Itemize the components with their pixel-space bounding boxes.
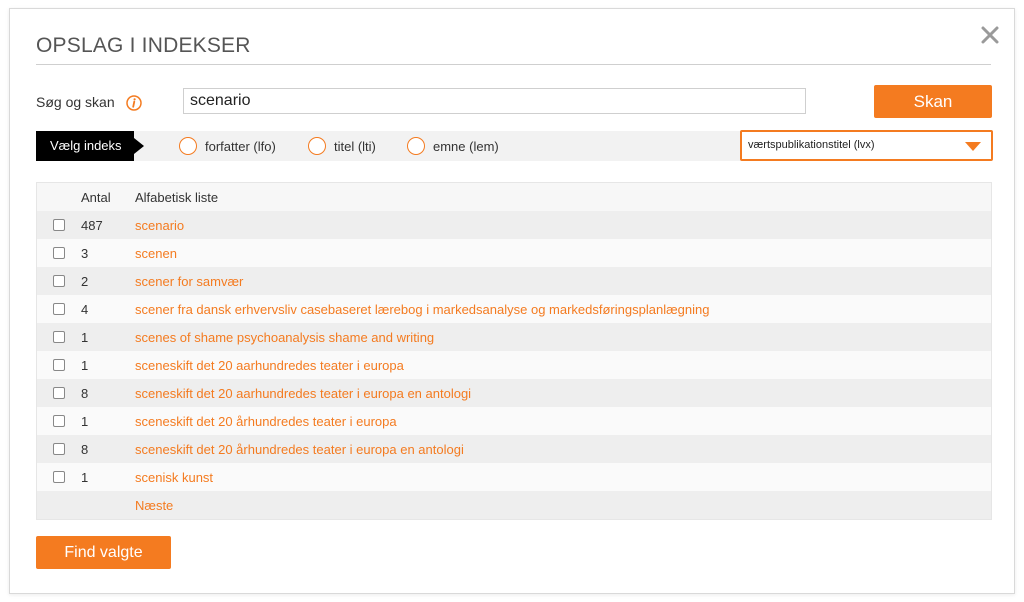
row-checkbox[interactable]: [53, 331, 65, 343]
row-checkbox[interactable]: [53, 275, 65, 287]
radio-circle[interactable]: [407, 137, 425, 155]
row-count: 1: [81, 413, 89, 429]
title-divider: [36, 64, 991, 65]
index-select-value: værtspublikationstitel (lvx): [748, 139, 875, 151]
row-term-link[interactable]: scenen: [135, 245, 177, 261]
table-row: [37, 295, 991, 323]
radio-label: emne (lem): [433, 138, 499, 154]
chevron-down-icon: [965, 142, 981, 151]
dialog-title: OPSLAG I INDEKSER: [36, 34, 251, 57]
row-term-link[interactable]: scenario: [135, 217, 185, 233]
row-checkbox[interactable]: [53, 415, 65, 427]
table-row: [37, 211, 991, 239]
index-tag-arrow: [134, 138, 144, 154]
radio-emne[interactable]: [407, 137, 499, 155]
table-row: [37, 435, 991, 463]
row-count: 8: [81, 385, 89, 401]
table-row: [37, 407, 991, 435]
row-count: 4: [81, 301, 89, 317]
table-row: [37, 323, 991, 351]
info-icon[interactable]: [126, 95, 142, 111]
row-count: 1: [81, 329, 89, 345]
close-icon[interactable]: [978, 23, 1002, 47]
scan-button[interactable]: Skan: [874, 85, 992, 118]
row-term-link[interactable]: sceneskift det 20 aarhundredes teater i europa: [135, 357, 404, 373]
row-term-link[interactable]: scener for samvær: [135, 273, 244, 289]
radio-label: forfatter (lfo): [205, 138, 276, 154]
radio-titel[interactable]: [308, 137, 376, 155]
index-tag: Vælg indeks: [36, 131, 134, 161]
search-input[interactable]: [183, 88, 806, 114]
index-select[interactable]: [740, 130, 993, 161]
row-term-link[interactable]: sceneskift det 20 århundredes teater i europa: [135, 413, 397, 429]
header-term: Alfabetisk liste: [135, 189, 219, 205]
search-label: Søg og skan: [36, 94, 115, 110]
row-checkbox[interactable]: [53, 471, 65, 483]
find-selected-button[interactable]: Find valgte: [36, 536, 171, 569]
radio-circle[interactable]: [179, 137, 197, 155]
table-row: [37, 267, 991, 295]
row-term-link[interactable]: sceneskift det 20 århundredes teater i europa en antologi: [135, 441, 464, 457]
next-page-link[interactable]: Næste: [135, 497, 174, 513]
index-lookup-dialog: [9, 8, 1015, 594]
radio-circle[interactable]: [308, 137, 326, 155]
table-row: [37, 463, 991, 491]
row-count: 3: [81, 245, 89, 261]
row-count: 2: [81, 273, 89, 289]
results-table: [36, 182, 992, 520]
row-checkbox[interactable]: [53, 303, 65, 315]
row-count: 8: [81, 441, 89, 457]
row-checkbox[interactable]: [53, 219, 65, 231]
row-term-link[interactable]: scenisk kunst: [135, 469, 214, 485]
row-checkbox[interactable]: [53, 443, 65, 455]
row-checkbox[interactable]: [53, 247, 65, 259]
row-term-link[interactable]: sceneskift det 20 aarhundredes teater i europa en antologi: [135, 385, 472, 401]
row-term-link[interactable]: scenes of shame psychoanalysis shame and writing: [135, 329, 435, 345]
row-checkbox[interactable]: [53, 359, 65, 371]
row-count: 1: [81, 357, 89, 373]
index-selector-bar: [36, 131, 992, 161]
row-term-link[interactable]: scener fra dansk erhvervsliv casebaseret lærebog i markedsanalyse og markedsføringsplanlægning: [135, 301, 710, 317]
table-row: [37, 379, 991, 407]
row-count: 487: [81, 217, 103, 233]
table-row: [37, 239, 991, 267]
table-row: [37, 351, 991, 379]
header-count: Antal: [81, 189, 111, 205]
radio-label: titel (lti): [334, 138, 376, 154]
table-footer-row: [37, 491, 991, 519]
radio-forfatter[interactable]: [179, 137, 276, 155]
table-header: [37, 183, 991, 211]
row-checkbox[interactable]: [53, 387, 65, 399]
row-count: 1: [81, 469, 89, 485]
